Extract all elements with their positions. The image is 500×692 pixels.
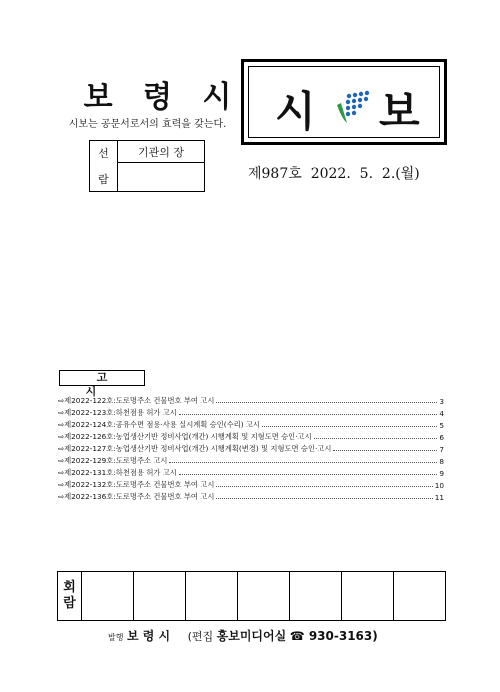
title-char-bo: 보	[379, 87, 420, 136]
toc-leader	[216, 402, 437, 403]
toc-item[interactable]	[58, 467, 444, 479]
toc-item-page: 5	[439, 420, 444, 430]
circulation-label-top: 회	[63, 580, 76, 595]
toc-item-title: ⇨제2022-126호:농업생산기반 정비사업(개간) 시행계획 및 지형도면 승인·고시	[58, 432, 312, 441]
toc-item[interactable]	[58, 479, 444, 491]
city-logo-icon	[335, 89, 373, 127]
review-sign-cell	[118, 163, 205, 192]
toc-leader	[179, 414, 438, 415]
toc-leader	[216, 498, 432, 499]
toc-leader	[169, 462, 437, 463]
notice-heading: 고시	[59, 370, 145, 386]
toc-item[interactable]	[58, 395, 444, 407]
toc-item-title: ⇨제2022-122호:도로명주소 건물번호 부여 고시	[58, 396, 215, 405]
subtitle: 시보는 공문서로서의 효력을 갖는다.	[68, 119, 227, 130]
toc-item[interactable]	[58, 407, 444, 419]
circulation-cell	[290, 572, 342, 621]
circulation-cell	[238, 572, 290, 621]
toc-item-title: ⇨제2022-132호:도로명주소 건물번호 부여 고시	[58, 480, 215, 489]
toc-item-title: ⇨제2022-127호:농업생산기반 정비사업(개간) 시행계획(변경) 및 지형도면 승인·고시	[58, 444, 332, 453]
toc-leader	[262, 426, 437, 427]
toc-item-title: ⇨제2022-123호:하천점용 허가 고시	[58, 408, 177, 417]
circulation-table	[57, 571, 446, 621]
toc-item[interactable]	[58, 455, 444, 467]
title-box-inner	[248, 66, 440, 138]
table-of-contents	[58, 395, 444, 503]
review-head: 기관의 장	[118, 141, 205, 163]
toc-leader	[179, 474, 438, 475]
toc-item-title: ⇨제2022-124호:공유수면 점용·사용 실시계획 승인(수리) 고시	[58, 420, 260, 429]
toc-item-page: 10	[434, 480, 444, 490]
toc-item[interactable]	[58, 419, 444, 431]
circulation-cell	[82, 572, 134, 621]
review-table	[89, 140, 205, 192]
toc-leader	[333, 450, 437, 451]
toc-item-page: 7	[439, 444, 444, 454]
toc-item-page: 3	[439, 396, 444, 406]
toc-item-title: ⇨제2022-129호:도로명주소 고시	[58, 456, 168, 465]
review-label	[90, 141, 118, 192]
circulation-cell	[134, 572, 186, 621]
toc-item-title: ⇨제2022-136호:도로명주소 건물번호 부여 고시	[58, 492, 215, 501]
toc-leader	[314, 438, 438, 439]
issue-line	[248, 163, 420, 183]
circulation-cell	[394, 572, 446, 621]
circulation-cell	[342, 572, 394, 621]
editor-prefix: (편집	[187, 630, 214, 643]
publisher: 보 령 시	[126, 629, 171, 643]
title-box	[241, 59, 447, 145]
toc-item[interactable]	[58, 431, 444, 443]
toc-item-page: 9	[439, 468, 444, 478]
toc-item-page: 6	[439, 432, 444, 442]
toc-item[interactable]	[58, 491, 444, 503]
toc-item-page: 8	[439, 456, 444, 466]
title-char-si: 시	[275, 87, 316, 136]
editor: 홍보미디어실	[216, 629, 287, 643]
toc-item[interactable]	[58, 443, 444, 455]
publish-label: 발행	[108, 633, 124, 642]
phone: ☎ 930-3163)	[289, 629, 378, 643]
toc-item-page: 4	[439, 408, 444, 418]
review-label-bottom: 람	[98, 173, 109, 186]
circulation-cell	[186, 572, 238, 621]
circulation-label-bottom: 람	[63, 596, 76, 611]
review-label-top: 선	[98, 147, 109, 160]
issue-date: 2022. 5. 2.(월)	[310, 166, 420, 182]
toc-item-page: 11	[434, 492, 444, 502]
issue-number: 제987호	[248, 166, 302, 182]
footer	[108, 627, 378, 644]
city-title: 보 령 시	[83, 80, 242, 115]
circulation-label	[58, 572, 82, 621]
toc-leader	[216, 486, 432, 487]
toc-item-title: ⇨제2022-131호:하천점용 허가 고시	[58, 468, 177, 477]
